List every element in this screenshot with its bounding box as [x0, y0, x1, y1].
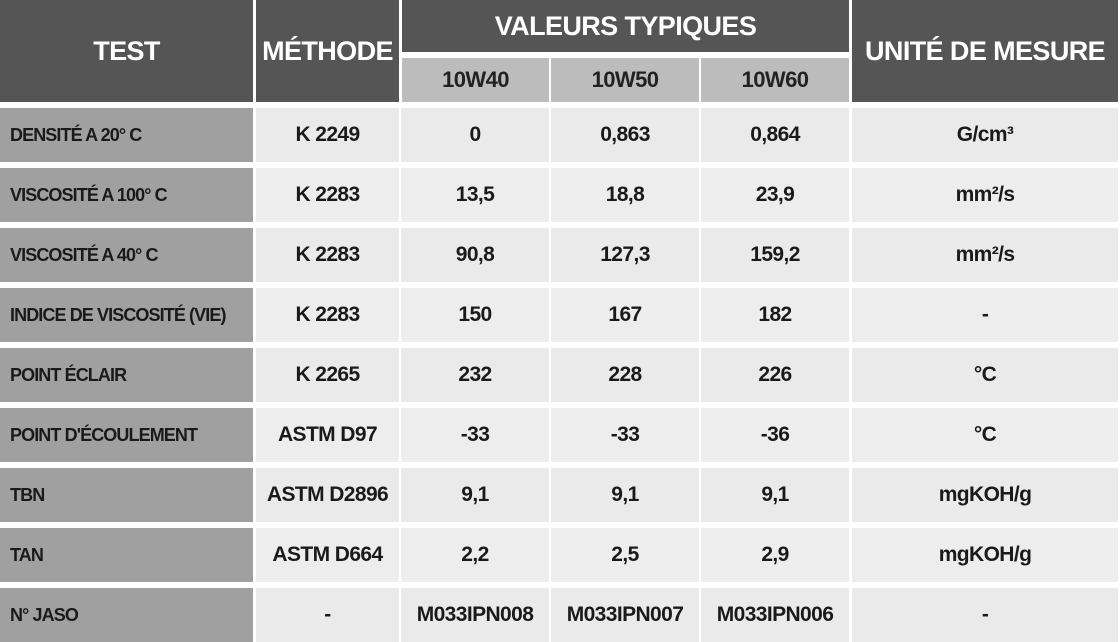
table-row [0, 288, 1118, 348]
table-header [0, 0, 1118, 108]
row-test-name: DENSITÉ A 20° C [0, 108, 253, 168]
row-value-10w60: 0,864 [699, 108, 849, 168]
row-value-10w60: 2,9 [699, 528, 849, 588]
row-value-10w40: 9,1 [399, 468, 549, 528]
row-method: ASTM D664 [253, 528, 399, 588]
row-value-10w40: 13,5 [399, 168, 549, 228]
row-unit: - [849, 588, 1118, 642]
row-test-name: N° JASO [0, 588, 253, 642]
row-value-10w40: 0 [399, 108, 549, 168]
header-test: TEST [0, 0, 253, 108]
row-method: K 2249 [253, 108, 399, 168]
row-test-name: TBN [0, 468, 253, 528]
row-value-10w40: 90,8 [399, 228, 549, 288]
header-grade-10w50: 10W50 [549, 58, 699, 108]
row-unit: °C [849, 408, 1118, 468]
row-value-10w60: 9,1 [699, 468, 849, 528]
row-method: K 2283 [253, 288, 399, 348]
row-test-name: VISCOSITÉ A 40° C [0, 228, 253, 288]
row-test-name: VISCOSITÉ A 100° C [0, 168, 253, 228]
row-unit: mgKOH/g [849, 468, 1118, 528]
row-value-10w60: -36 [699, 408, 849, 468]
table-body [0, 108, 1118, 642]
row-value-10w50: -33 [549, 408, 699, 468]
row-test-name: TAN [0, 528, 253, 588]
header-unit: UNITÉ DE MESURE [849, 0, 1118, 108]
row-value-10w40: 232 [399, 348, 549, 408]
row-unit: - [849, 288, 1118, 348]
table-row [0, 528, 1118, 588]
table-row [0, 468, 1118, 528]
row-method: ASTM D97 [253, 408, 399, 468]
row-method: ASTM D2896 [253, 468, 399, 528]
row-unit: °C [849, 348, 1118, 408]
row-value-10w60: 159,2 [699, 228, 849, 288]
row-method: - [253, 588, 399, 642]
row-method: K 2283 [253, 228, 399, 288]
row-value-10w50: 167 [549, 288, 699, 348]
header-method: MÉTHODE [253, 0, 399, 108]
row-unit: G/cm³ [849, 108, 1118, 168]
table-row [0, 348, 1118, 408]
row-value-10w40: M033IPN008 [399, 588, 549, 642]
row-value-10w50: 228 [549, 348, 699, 408]
row-unit: mm²/s [849, 228, 1118, 288]
row-value-10w60: 23,9 [699, 168, 849, 228]
row-value-10w60: M033IPN006 [699, 588, 849, 642]
table-row [0, 228, 1118, 288]
table-row [0, 108, 1118, 168]
row-value-10w50: 0,863 [549, 108, 699, 168]
row-test-name: POINT D'ÉCOULEMENT [0, 408, 253, 468]
row-method: K 2265 [253, 348, 399, 408]
row-test-name: INDICE DE VISCOSITÉ (VIE) [0, 288, 253, 348]
row-value-10w40: 150 [399, 288, 549, 348]
row-method: K 2283 [253, 168, 399, 228]
row-value-10w40: 2,2 [399, 528, 549, 588]
row-value-10w50: 127,3 [549, 228, 699, 288]
row-unit: mgKOH/g [849, 528, 1118, 588]
table-row [0, 408, 1118, 468]
header-grade-10w40: 10W40 [399, 58, 549, 108]
header-typical-values: VALEURS TYPIQUES [399, 0, 849, 58]
header-grade-10w60: 10W60 [699, 58, 849, 108]
row-value-10w50: 9,1 [549, 468, 699, 528]
row-value-10w60: 226 [699, 348, 849, 408]
row-value-10w50: 18,8 [549, 168, 699, 228]
row-unit: mm²/s [849, 168, 1118, 228]
row-value-10w50: M033IPN007 [549, 588, 699, 642]
table-row [0, 588, 1118, 642]
table-row [0, 168, 1118, 228]
row-value-10w60: 182 [699, 288, 849, 348]
row-test-name: POINT ÉCLAIR [0, 348, 253, 408]
row-value-10w50: 2,5 [549, 528, 699, 588]
row-value-10w40: -33 [399, 408, 549, 468]
